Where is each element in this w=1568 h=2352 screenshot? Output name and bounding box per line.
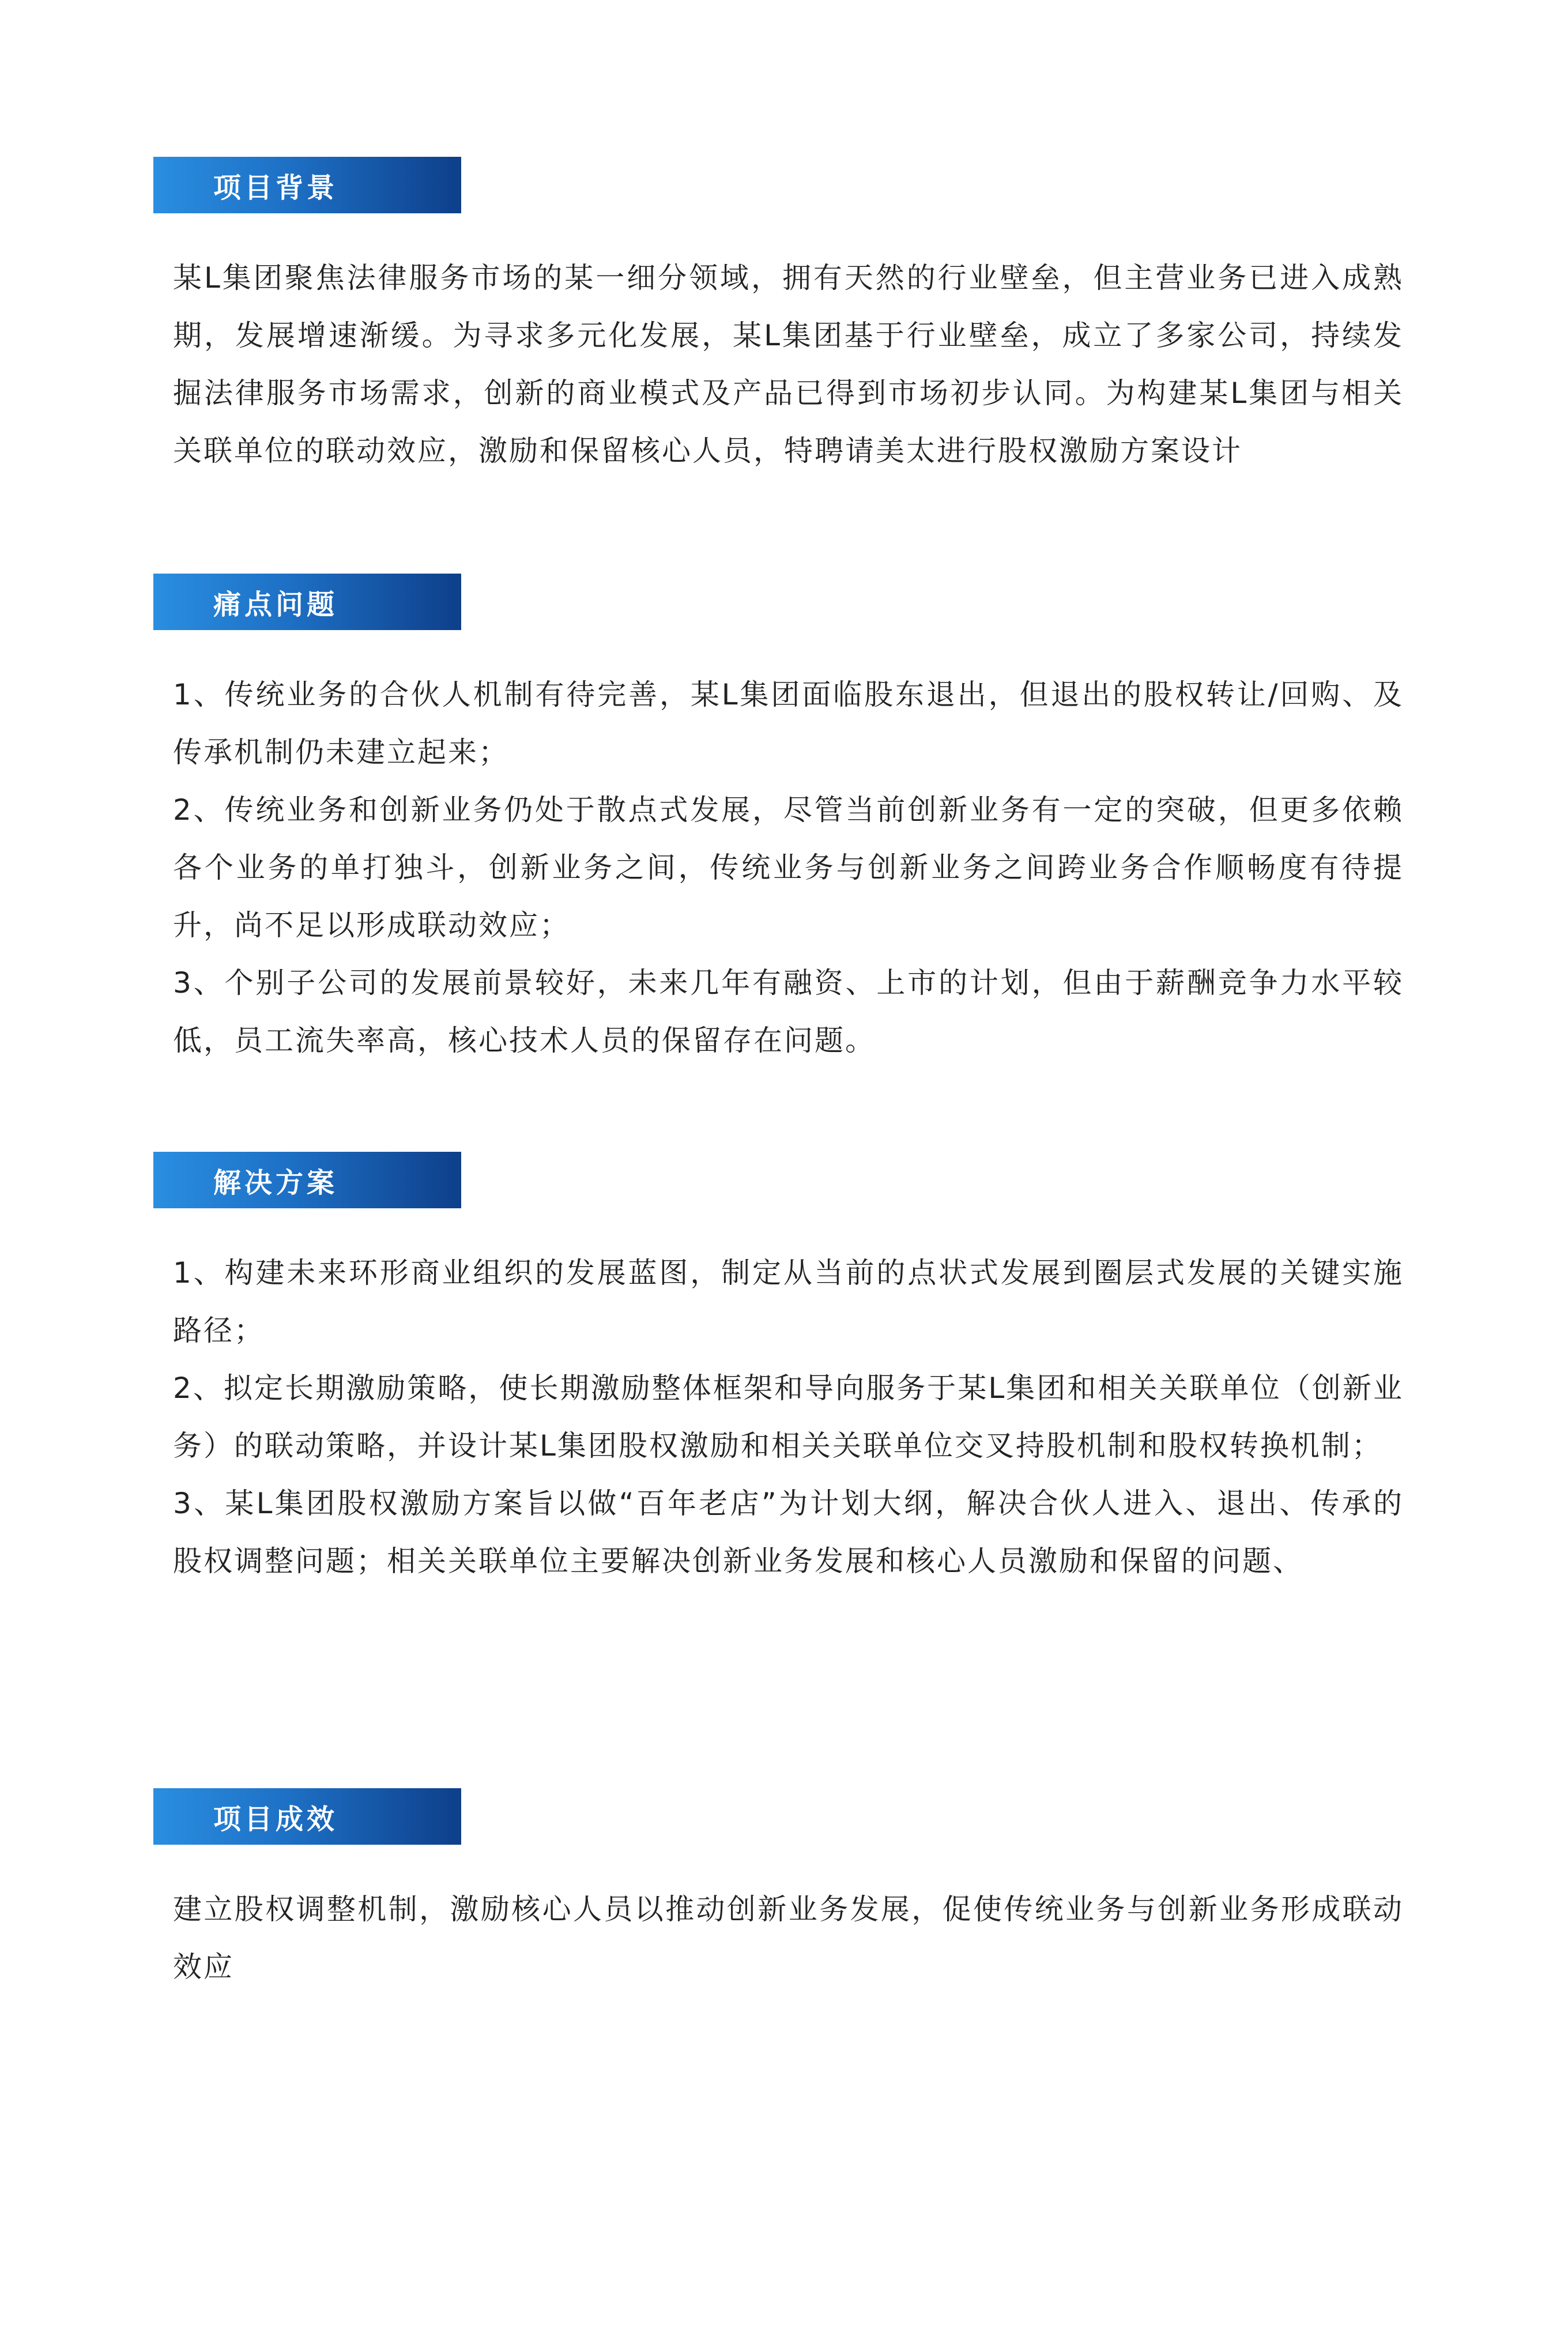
- section-body-solution: [173, 1244, 1404, 1590]
- section-title-pain-points: 痛点问题: [153, 574, 461, 630]
- pain-point-3: 3、个别子公司的发展前景较好，未来几年有融资、上市的计划，但由于薪酬竞争力水平较低，员工流失率高，核心技术人员的保留存在问题。: [173, 966, 1404, 1057]
- section-body-pain-points: [173, 666, 1404, 1069]
- solution-item-2: 2、拟定长期激励策略，使长期激励整体框架和导向服务于某L集团和相关关联单位（创新业务）的联动策略，并设计某L集团股权激励和相关关联单位交叉持股机制和股权转换机制；: [173, 1371, 1404, 1463]
- results-paragraph: 建立股权调整机制，激励核心人员以推动创新业务发展，促使传统业务与创新业务形成联动效应: [173, 1893, 1404, 1984]
- pain-point-1: 1、传统业务的合伙人机制有待完善，某L集团面临股东退出，但退出的股权转让/回购、及传承机制仍未建立起来；: [173, 678, 1404, 769]
- section-title-project-background: 项目背景: [153, 157, 461, 213]
- background-paragraph: 某L集团聚焦法律服务市场的某一细分领域，拥有天然的行业壁垒，但主营业务已进入成熟期，发展增速渐缓。为寻求多元化发展，某L集团基于行业壁垒，成立了多家公司，持续发掘法律服务市场需求，创新的商业模式及产品已得到市场初步认同。为构建某L集团与相关关联单位的联动效应，激励和保留核心人员，特聘请美太进行股权激励方案设计: [173, 261, 1404, 468]
- solution-item-1: 1、构建未来环形商业组织的发展蓝图，制定从当前的点状式发展到圈层式发展的关键实施路径；: [173, 1256, 1404, 1347]
- solution-item-3: 3、某L集团股权激励方案旨以做“百年老店”为计划大纲，解决合伙人进入、退出、传承的股权调整问题；相关关联单位主要解决创新业务发展和核心人员激励和保留的问题、: [173, 1487, 1404, 1578]
- section-body-project-results: [173, 1880, 1404, 1996]
- section-body-project-background: [173, 249, 1404, 480]
- section-title-solution: 解决方案: [153, 1152, 461, 1208]
- section-title-project-results: 项目成效: [153, 1788, 461, 1845]
- pain-point-2: 2、传统业务和创新业务仍处于散点式发展，尽管当前创新业务有一定的突破，但更多依赖各个业务的单打独斗，创新业务之间，传统业务与创新业务之间跨业务合作顺畅度有待提升，尚不足以形成联动效应；: [173, 793, 1404, 942]
